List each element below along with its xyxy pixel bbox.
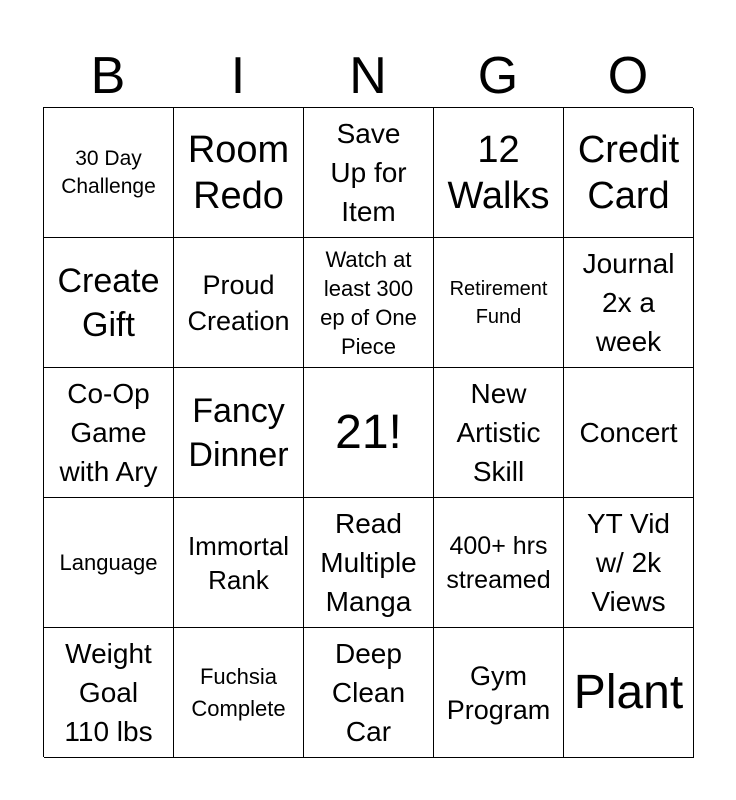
cell-text: Language bbox=[59, 549, 158, 575]
cell-text: Plant bbox=[573, 665, 684, 719]
cell-text: Proud Creation bbox=[187, 269, 290, 336]
bingo-cell-o1[interactable] bbox=[564, 108, 694, 238]
bingo-cell-b2[interactable] bbox=[44, 238, 174, 368]
cell-text: Fuchsia Complete bbox=[191, 663, 286, 721]
bingo-cell-n5[interactable] bbox=[304, 628, 434, 758]
bingo-cell-o2[interactable] bbox=[564, 238, 694, 368]
bingo-cell-b1[interactable] bbox=[44, 108, 174, 238]
cell-text: Retirement Fund bbox=[449, 277, 548, 328]
bingo-cell-o4[interactable] bbox=[564, 498, 694, 628]
cell-text: Co-Op Game with Ary bbox=[59, 378, 158, 487]
bingo-cell-n3[interactable] bbox=[304, 368, 434, 498]
cell-text: Weight Goal 110 lbs bbox=[64, 638, 153, 747]
cell-text: Room Redo bbox=[187, 128, 290, 217]
cell-text: Credit Card bbox=[577, 128, 680, 217]
header-letter-o: O bbox=[607, 47, 649, 105]
cell-text: 400+ hrs streamed bbox=[446, 531, 551, 594]
bingo-cell-o3[interactable] bbox=[564, 368, 694, 498]
bingo-cell-g5[interactable] bbox=[434, 628, 564, 758]
bingo-board bbox=[43, 107, 693, 757]
bingo-cell-i4[interactable] bbox=[174, 498, 304, 628]
header-letter-b: B bbox=[90, 47, 126, 105]
bingo-cell-i5[interactable] bbox=[174, 628, 304, 758]
cell-text: Gym Program bbox=[446, 660, 551, 725]
bingo-cell-g1[interactable] bbox=[434, 108, 564, 238]
bingo-cell-b4[interactable] bbox=[44, 498, 174, 628]
cell-text: 21! bbox=[335, 405, 402, 459]
cell-text: Read Multiple Manga bbox=[320, 508, 417, 617]
header-letter-g: G bbox=[477, 47, 519, 105]
cell-text: Journal 2x a week bbox=[582, 248, 675, 357]
bingo-cell-n2[interactable] bbox=[304, 238, 434, 368]
bingo-cell-g3[interactable] bbox=[434, 368, 564, 498]
bingo-cell-i3[interactable] bbox=[174, 368, 304, 498]
cell-text: Create Gift bbox=[57, 261, 160, 344]
bingo-cell-o5[interactable] bbox=[564, 628, 694, 758]
header-letter-n: N bbox=[349, 47, 387, 105]
header-letter-i: I bbox=[230, 47, 246, 105]
cell-text: Deep Clean Car bbox=[331, 638, 406, 747]
cell-text: Fancy Dinner bbox=[188, 391, 289, 474]
bingo-cell-g2[interactable] bbox=[434, 238, 564, 368]
cell-text: 12 Walks bbox=[447, 128, 550, 217]
cell-text: Concert bbox=[579, 417, 678, 448]
cell-text: YT Vid w/ 2k Views bbox=[586, 508, 670, 617]
cell-text: Save Up for Item bbox=[330, 118, 407, 227]
bingo-cell-i1[interactable] bbox=[174, 108, 304, 238]
cell-text: 30 Day Challenge bbox=[61, 146, 156, 198]
bingo-cell-b3[interactable] bbox=[44, 368, 174, 498]
bingo-header bbox=[43, 48, 693, 104]
bingo-cell-n1[interactable] bbox=[304, 108, 434, 238]
bingo-cell-i2[interactable] bbox=[174, 238, 304, 368]
bingo-cell-b5[interactable] bbox=[44, 628, 174, 758]
bingo-cell-n4[interactable] bbox=[304, 498, 434, 628]
bingo-cell-g4[interactable] bbox=[434, 498, 564, 628]
cell-text: Immortal Rank bbox=[187, 530, 290, 595]
cell-text: Watch at least 300 ep of One Piece bbox=[320, 246, 417, 359]
cell-text: New Artistic Skill bbox=[456, 378, 541, 487]
